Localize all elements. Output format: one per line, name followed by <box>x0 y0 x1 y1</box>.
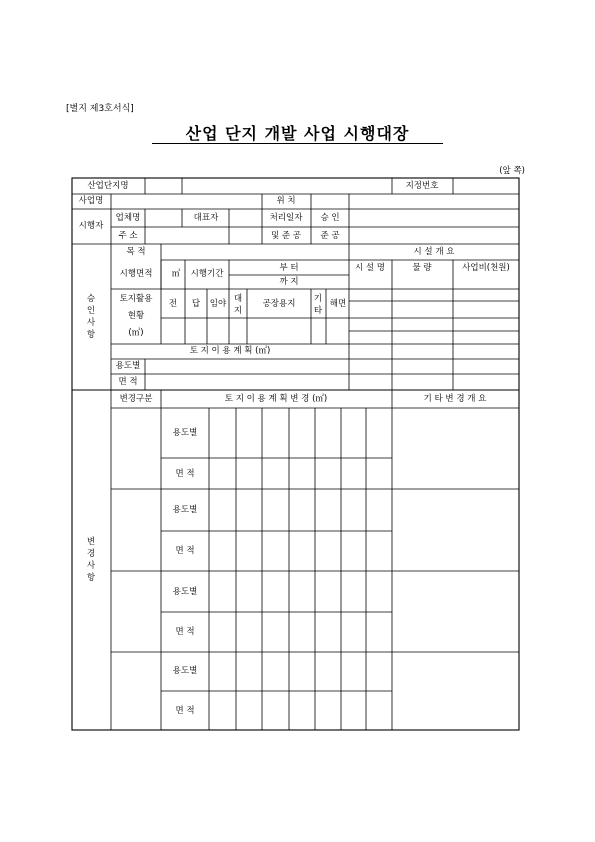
other-label: 기 타 <box>313 294 323 316</box>
location-label: 위 치 <box>276 195 296 206</box>
and-completion-label: 및 준 공 <box>270 230 302 241</box>
paddy-label: 답 <box>191 298 201 309</box>
facility-name-label: 시 설 명 <box>354 262 386 273</box>
row-area-3: 면 적 <box>175 626 195 637</box>
row-by-use-1: 용도별 <box>172 427 198 438</box>
other-land-label: 대 지 <box>233 294 243 316</box>
sqm-paren-label: (㎡) <box>128 327 144 338</box>
quantity-label: 물 량 <box>412 262 432 273</box>
area-unit: ㎡ <box>171 268 181 279</box>
field-label: 전 <box>168 298 178 309</box>
other-change-overview-label: 기 타 변 경 개 요 <box>423 393 487 404</box>
project-cost-label: 사업비(천원) <box>462 262 510 273</box>
impl-area-label: 시행면적 <box>119 268 153 279</box>
status-word-label: 현황 <box>127 310 145 321</box>
purpose-label: 목 적 <box>126 246 146 257</box>
land-use-status-label: 토지활용 <box>119 293 153 304</box>
land-use-plan-label: 토 지 이 용 계 획 (㎡) <box>189 345 271 356</box>
row-by-use-3: 용도별 <box>172 586 198 597</box>
reclaimed-label: 해면 <box>329 298 347 309</box>
row-area-4: 면 적 <box>175 705 195 716</box>
facility-overview-label: 시 설 개 요 <box>413 246 455 257</box>
area-label: 면 적 <box>118 376 138 387</box>
from-label: 부 터 <box>279 262 299 273</box>
representative-label: 대표자 <box>193 212 219 223</box>
row-by-use-2: 용도별 <box>172 504 198 515</box>
to-label: 까 지 <box>279 276 299 287</box>
impl-period-label: 시행기간 <box>190 268 224 279</box>
complex-name-label: 산업단지명 <box>87 180 129 191</box>
change-section-label: 변 경 사 항 <box>86 537 96 583</box>
process-date-label: 처리일자 <box>269 212 303 223</box>
change-type-label: 변경구분 <box>119 393 153 404</box>
company-name-label: 업체명 <box>115 212 141 223</box>
by-use-label: 용도별 <box>115 360 141 371</box>
side-note: (앞 쪽) <box>499 166 525 176</box>
row-area-1: 면 적 <box>175 468 195 479</box>
implementer-label: 시행자 <box>78 220 104 231</box>
designation-no-label: 지정번호 <box>405 180 439 191</box>
row-by-use-4: 용도별 <box>172 665 198 676</box>
address-label: 주 소 <box>118 230 138 241</box>
forest-label: 임야 <box>209 298 227 309</box>
completion-label: 준 공 <box>320 230 340 241</box>
project-name-label: 사업명 <box>78 195 104 206</box>
row-area-2: 면 적 <box>175 545 195 556</box>
approval-section-label: 승 인 사 항 <box>86 294 96 340</box>
form-code: [별지 제3호서식] <box>66 104 134 114</box>
approval-label: 승 인 <box>320 212 340 223</box>
factory-land-label: 공장용지 <box>262 298 296 309</box>
land-use-plan-change-label: 토 지 이 용 계 획 변 경 (㎡) <box>224 393 328 404</box>
form-title: 산업 단지 개발 사업 시행대장 <box>185 124 410 143</box>
